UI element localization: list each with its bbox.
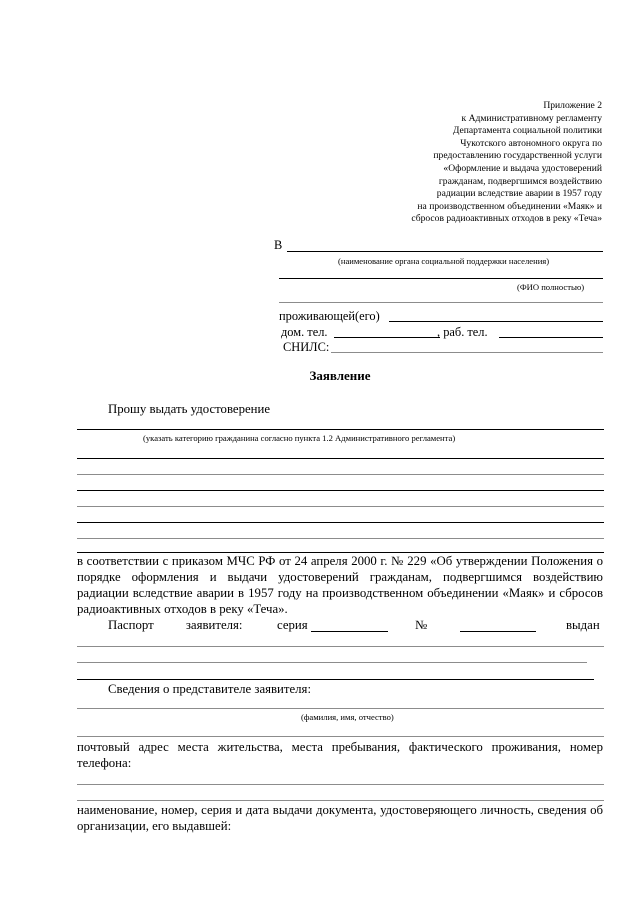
representative-fio-caption: (фамилия, имя, отчество)	[301, 712, 394, 722]
category-line[interactable]	[77, 506, 604, 507]
passport-number-label: №	[415, 618, 428, 632]
extra-address-line[interactable]	[279, 302, 603, 303]
representative-address-field[interactable]	[77, 800, 604, 801]
org-name-caption: (наименование органа социальной поддержки населения)	[338, 256, 550, 266]
header-line: радиации вследствие аварии в 1957 году	[436, 188, 602, 200]
passport-issued-field[interactable]	[77, 679, 594, 680]
category-caption: (указать категорию гражданина согласно пункта 1.2 Административного регламента)	[143, 433, 456, 443]
snils-label: СНИЛС:	[283, 340, 330, 354]
header-line: на производственном объединении «Маяк» и	[417, 200, 602, 212]
representative-address-text: почтовый адрес места жительства, места пребывания, фактического проживания, номер телефона:	[77, 740, 603, 770]
passport-issued-field[interactable]	[77, 662, 587, 663]
addressee-prefix: В	[274, 238, 283, 252]
annex-header	[272, 100, 602, 226]
representative-document-text: наименование, номер, серия и дата выдачи документа, удостоверяющего личность, сведения об организации, его выдавшей:	[77, 803, 603, 833]
basis-paragraph: в соответствии с приказом МЧС РФ от 24 апреля 2000 г. № 229 «Об утверждении Положения о порядке оформления и выдачи удостоверений гражданам, подвергшимся воздействию радиации вследствие аварии в 1957 году на производственном объединении «Маяк» и сбросов радиоактивных отходов в реку «Теча».	[77, 554, 603, 616]
header-line: сбросов радиоактивных отходов в реку «Теча»	[411, 213, 602, 225]
header-line: Чукотского автономного округа по	[460, 137, 602, 149]
passport-label: Паспорт заявителя:	[108, 618, 243, 632]
home-phone-field[interactable]	[334, 337, 440, 338]
header-line: Департамента социальной политики	[452, 125, 602, 137]
document-title: Заявление	[309, 368, 371, 383]
snils-field[interactable]	[331, 352, 603, 353]
residing-field[interactable]	[389, 321, 603, 322]
passport-series-label: серия	[277, 618, 308, 632]
fio-field[interactable]	[279, 278, 603, 279]
header-line: Приложение 2	[543, 100, 602, 111]
category-line[interactable]	[77, 490, 604, 491]
residing-label: проживающей(его)	[279, 309, 380, 323]
work-phone-label: , раб. тел.	[437, 325, 488, 339]
header-line: к Административному регламенту	[461, 112, 602, 124]
header-line: «Оформление и выдача удостоверений	[443, 162, 602, 174]
header-line: гражданам, подвергшимся воздействию	[438, 175, 602, 187]
category-line[interactable]	[77, 522, 604, 523]
passport-issued-label: выдан	[566, 618, 600, 632]
header-line: предоставлению государственной услуги	[433, 150, 602, 162]
passport-number-field[interactable]	[460, 631, 536, 632]
representative-fio-field[interactable]	[77, 708, 604, 709]
category-field[interactable]	[77, 429, 604, 430]
passport-series-field[interactable]	[311, 631, 388, 632]
fio-caption: (ФИО полностью)	[517, 282, 585, 292]
representative-heading: Сведения о представителе заявителя:	[108, 682, 312, 696]
category-line[interactable]	[77, 538, 604, 539]
category-line[interactable]	[77, 458, 604, 459]
representative-address-field[interactable]	[77, 784, 604, 785]
work-phone-field[interactable]	[499, 337, 603, 338]
home-phone-label: дом. тел.	[281, 325, 328, 339]
category-line[interactable]	[77, 474, 604, 475]
org-name-field[interactable]	[287, 251, 603, 252]
passport-issued-field[interactable]	[77, 646, 604, 647]
request-text: Прошу выдать удостоверение	[108, 402, 271, 416]
representative-extra-line[interactable]	[77, 736, 604, 737]
